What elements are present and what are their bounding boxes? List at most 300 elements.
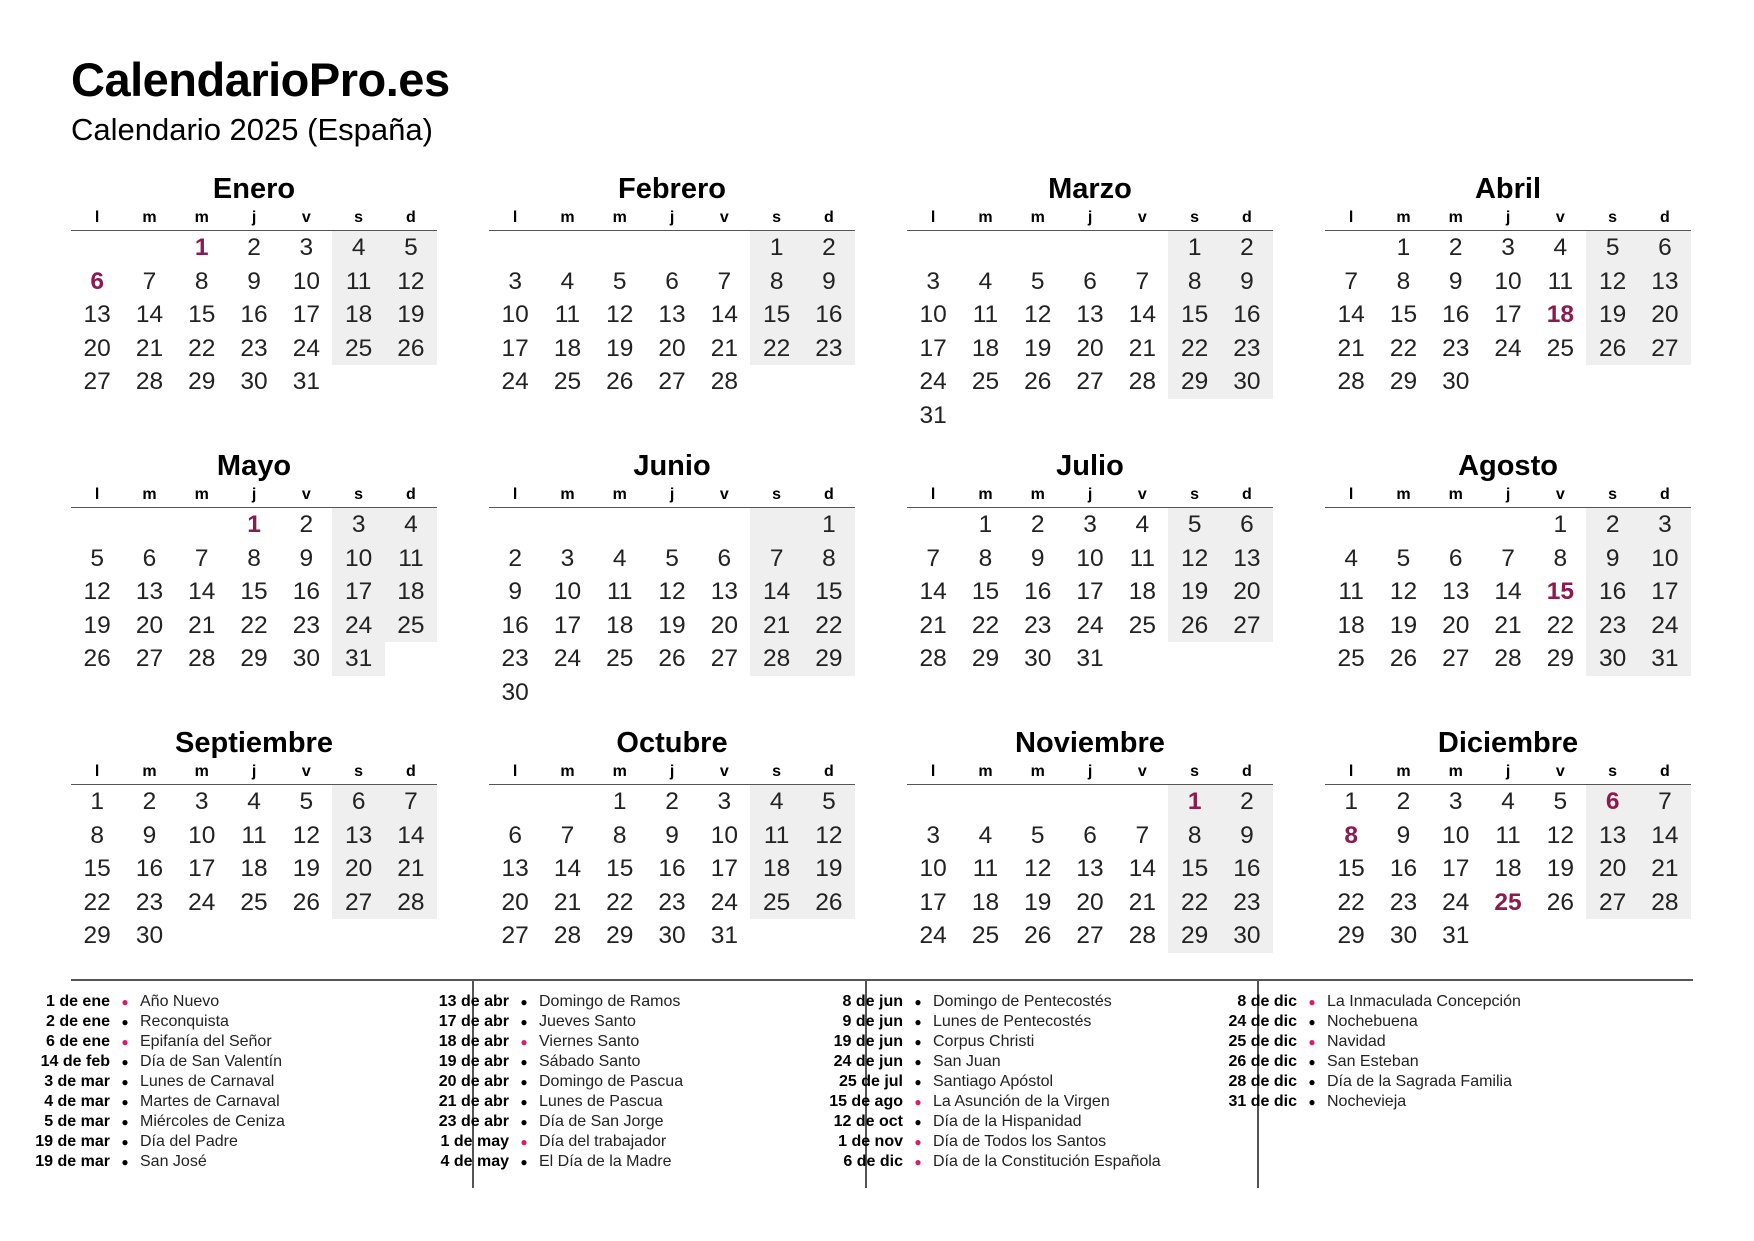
day-cell: 18 (971, 888, 1000, 916)
legend-label: San José (140, 1153, 207, 1170)
day-cell: 14 (1128, 301, 1156, 328)
day-cell: 29 (1546, 645, 1574, 672)
day-cell: 22 (1168, 332, 1220, 366)
legend-date: 1 de nov (838, 1133, 903, 1150)
day-cell: 20 (332, 852, 384, 886)
national-holiday-bullet-icon: ● (520, 1035, 528, 1049)
day-cell: 28 (710, 368, 738, 395)
day-cell: 19 (1586, 298, 1638, 332)
day-cell: 2 (1030, 511, 1045, 538)
legend-label: Sábado Santo (539, 1053, 641, 1070)
day-cell: 11 (607, 578, 633, 605)
legend-label: Domingo de Pascua (539, 1073, 684, 1090)
day-cell: 30 (1024, 645, 1052, 672)
day-cell: 19 (83, 611, 111, 639)
month-marzo (907, 172, 1273, 432)
legend-date: 8 de jun (842, 993, 903, 1010)
day-grid (1325, 785, 1691, 953)
day-cell: 20 (710, 611, 738, 639)
day-empty (123, 508, 175, 542)
day-cell: 9 (803, 265, 855, 299)
weekday-label: d (406, 486, 416, 503)
day-cell: 26 (1168, 609, 1220, 643)
day-cell: 10 (292, 267, 320, 295)
weekday-label: v (301, 209, 311, 226)
weekday-header (71, 760, 437, 785)
day-cell: 8 (750, 265, 802, 299)
day-cell: 15 (1168, 852, 1220, 886)
weekday-label: v (301, 763, 311, 780)
day-cell: 28 (1494, 645, 1522, 672)
day-cell: 15 (83, 855, 111, 882)
weekday-label: d (406, 763, 416, 780)
day-cell: 19 (606, 334, 634, 362)
day-cell: 16 (240, 301, 268, 328)
day-cell: 24 (188, 888, 216, 916)
weekday-label: j (1505, 763, 1511, 780)
day-cell: 24 (1442, 888, 1470, 916)
weekday-label: d (824, 209, 834, 226)
day-cell: 1 (1553, 511, 1568, 538)
legend-date: 26 de dic (1228, 1053, 1297, 1070)
legend-item (425, 1032, 683, 1052)
day-cell: 3 (508, 267, 522, 295)
day-cell: 13 (501, 855, 529, 882)
day-cell: 16 (135, 855, 164, 882)
day-cell: 22 (1337, 888, 1365, 916)
observance-bullet-icon: ● (121, 1095, 129, 1109)
day-cell: 3 (1501, 234, 1515, 261)
day-cell: 30 (658, 922, 686, 949)
day-cell: 9 (299, 544, 314, 572)
day-cell: 20 (135, 611, 164, 639)
day-cell: 17 (1442, 855, 1470, 882)
weekday-label: m (1030, 486, 1045, 503)
day-cell: 18 (1337, 611, 1365, 639)
day-cell: 14 (385, 819, 437, 853)
day-cell: 3 (926, 267, 940, 295)
day-cell: 2 (1586, 508, 1638, 542)
day-cell: 21 (135, 334, 164, 362)
day-cell: 3 (717, 788, 732, 815)
day-cell: 22 (971, 611, 1000, 639)
day-empty (541, 508, 593, 542)
legend-date: 18 de abr (438, 1033, 509, 1050)
day-cell: 26 (385, 332, 437, 366)
day-empty (541, 231, 593, 265)
day-cell: 27 (83, 368, 111, 395)
day-cell: 26 (1546, 888, 1574, 916)
legend-date: 17 de abr (438, 1013, 509, 1030)
month-agosto (1325, 449, 1691, 676)
observance-bullet-icon: ● (121, 1055, 129, 1069)
observance-bullet-icon: ● (121, 1135, 129, 1149)
day-cell: 12 (658, 578, 686, 605)
day-cell: 30 (1586, 642, 1638, 676)
day-cell: 21 (385, 852, 437, 886)
weekday-label: j (1087, 486, 1093, 503)
weekday-label: m (978, 763, 993, 780)
day-cell: 22 (803, 609, 855, 643)
day-cell: 10 (553, 578, 582, 605)
day-cell: 14 (1639, 819, 1691, 853)
day-cell: 12 (292, 821, 320, 849)
day-cell: 27 (710, 645, 738, 672)
legend-date: 20 de abr (438, 1073, 509, 1090)
weekday-header (1325, 206, 1691, 231)
weekday-label: s (1608, 763, 1618, 780)
month-name: Abril (1474, 173, 1542, 205)
day-cell: 26 (606, 368, 634, 395)
observance-bullet-icon: ● (520, 1115, 528, 1129)
day-cell: 24 (501, 368, 529, 395)
legend-item (26, 1112, 285, 1132)
day-cell: 25 (606, 645, 634, 672)
legend-label: Reconquista (140, 1013, 229, 1030)
observance-bullet-icon: ● (520, 995, 528, 1009)
legend-date: 9 de jun (842, 1013, 903, 1030)
legend-date: 6 de dic (843, 1153, 903, 1170)
holiday-day-cell: 6 (1586, 785, 1638, 819)
legend-item (425, 1072, 683, 1092)
weekday-label: s (1608, 209, 1618, 226)
day-cell: 29 (803, 642, 855, 676)
observance-bullet-icon: ● (914, 995, 922, 1009)
day-empty (1064, 785, 1116, 819)
legend-column (1213, 992, 1521, 1112)
day-cell: 24 (919, 922, 947, 949)
day-cell: 6 (1221, 508, 1273, 542)
day-cell: 16 (803, 298, 855, 332)
day-cell: 2 (142, 788, 157, 815)
day-cell: 19 (658, 611, 686, 639)
day-cell: 8 (1553, 544, 1568, 572)
day-empty (489, 785, 541, 819)
legend-label: Domingo de Pentecostés (933, 993, 1112, 1010)
day-cell: 14 (919, 578, 947, 605)
calendar-subtitle: Calendario 2025 (España) (71, 112, 433, 147)
weekday-label: m (142, 763, 157, 780)
day-cell: 2 (1221, 231, 1273, 265)
national-holiday-bullet-icon: ● (121, 1035, 129, 1049)
day-cell: 24 (332, 609, 384, 643)
day-cell: 10 (1639, 542, 1691, 576)
day-cell: 17 (332, 575, 384, 609)
legend-item (819, 1072, 1161, 1092)
day-cell: 8 (247, 544, 261, 572)
legend-item (26, 1132, 285, 1152)
day-cell: 10 (188, 821, 216, 849)
weekday-label: s (1608, 486, 1618, 503)
day-cell: 23 (1221, 332, 1273, 366)
weekday-label: s (1190, 763, 1200, 780)
weekday-label: d (1242, 763, 1252, 780)
day-cell: 13 (1076, 855, 1104, 882)
day-cell: 6 (1639, 231, 1691, 265)
legend-item (425, 1112, 683, 1132)
month-noviembre (907, 726, 1273, 953)
day-cell: 29 (1168, 919, 1220, 953)
legend-item (1213, 992, 1521, 1012)
day-empty (907, 231, 959, 265)
legend-item (1213, 1012, 1521, 1032)
legend-column (819, 992, 1161, 1172)
day-cell: 24 (1494, 334, 1522, 362)
day-cell: 18 (553, 334, 582, 362)
day-cell: 9 (1396, 821, 1411, 849)
day-cell: 24 (292, 334, 320, 362)
legend-date: 14 de feb (40, 1053, 110, 1070)
day-cell: 5 (1553, 788, 1568, 815)
day-cell: 10 (919, 301, 947, 328)
day-cell: 15 (1337, 855, 1365, 882)
day-cell: 16 (1221, 298, 1273, 332)
day-cell: 28 (188, 645, 216, 672)
day-empty (959, 785, 1011, 819)
day-cell: 21 (750, 609, 802, 643)
weekday-label: v (1137, 763, 1147, 780)
day-cell: 11 (972, 301, 999, 328)
weekday-header (1325, 483, 1691, 508)
weekday-label: l (94, 486, 100, 503)
observance-bullet-icon: ● (1308, 1015, 1316, 1029)
day-cell: 7 (1501, 544, 1515, 572)
holiday-day-cell: 6 (90, 267, 104, 295)
legend-item (26, 1092, 285, 1112)
day-cell: 19 (292, 855, 320, 882)
day-cell: 24 (919, 368, 947, 395)
legend-label: Miércoles de Ceniza (140, 1113, 285, 1130)
day-cell: 16 (501, 611, 529, 639)
day-cell: 19 (1024, 334, 1052, 362)
day-cell: 4 (750, 785, 802, 819)
legend-label: Lunes de Carnaval (140, 1073, 275, 1090)
weekday-label: l (1348, 486, 1354, 503)
day-cell: 12 (803, 819, 855, 853)
day-empty (71, 231, 123, 265)
national-holiday-bullet-icon: ● (121, 995, 129, 1009)
day-cell: 1 (612, 788, 627, 815)
legend-item (819, 1092, 1161, 1112)
day-cell: 14 (553, 855, 582, 882)
day-cell: 17 (710, 855, 738, 882)
observance-bullet-icon: ● (914, 1035, 922, 1049)
day-cell: 25 (1546, 334, 1574, 362)
day-cell: 19 (385, 298, 437, 332)
day-cell: 7 (1639, 785, 1691, 819)
weekday-label: d (406, 209, 416, 226)
day-cell: 20 (1076, 888, 1104, 916)
weekday-label: l (930, 486, 936, 503)
legend-label: Martes de Carnaval (140, 1093, 280, 1110)
day-cell: 19 (1546, 855, 1574, 882)
day-cell: 6 (142, 544, 157, 572)
day-cell: 3 (332, 508, 384, 542)
day-grid (489, 231, 855, 399)
observance-bullet-icon: ● (1308, 1075, 1316, 1089)
legend-label: Día de la Hispanidad (933, 1113, 1082, 1130)
day-cell: 18 (1494, 855, 1522, 882)
day-cell: 29 (606, 922, 634, 949)
day-cell: 5 (803, 785, 855, 819)
day-cell: 26 (803, 886, 855, 920)
weekday-label: s (1190, 209, 1200, 226)
day-cell: 28 (1337, 368, 1365, 395)
weekday-label: j (251, 763, 257, 780)
weekday-label: m (1030, 763, 1045, 780)
day-cell: 2 (299, 511, 314, 538)
day-cell: 21 (1337, 334, 1365, 362)
observance-bullet-icon: ● (520, 1015, 528, 1029)
weekday-label: j (1087, 209, 1093, 226)
month-febrero (489, 172, 855, 399)
month-name: Mayo (216, 450, 292, 482)
day-cell: 16 (1221, 852, 1273, 886)
month-name: Enero (212, 173, 296, 205)
legend-date: 31 de dic (1228, 1093, 1297, 1110)
month-name: Octubre (616, 727, 728, 759)
day-cell: 13 (83, 301, 111, 328)
legend-date: 1 de may (440, 1133, 509, 1150)
day-cell: 21 (919, 611, 947, 639)
day-cell: 9 (665, 821, 679, 849)
legend-date: 19 de abr (438, 1053, 509, 1070)
legend-date: 8 de dic (1237, 993, 1297, 1010)
legend-label: Día de San Valentín (140, 1053, 283, 1070)
day-cell: 6 (1083, 267, 1097, 295)
day-cell: 5 (665, 544, 679, 572)
day-cell: 14 (1337, 301, 1365, 328)
day-empty (698, 231, 750, 265)
day-empty (541, 785, 593, 819)
holiday-day-cell: 15 (1546, 578, 1574, 605)
legend-date: 19 de mar (35, 1153, 110, 1170)
day-cell: 13 (1639, 265, 1691, 299)
day-cell: 14 (135, 301, 164, 328)
day-cell: 2 (1448, 234, 1463, 261)
day-empty (1012, 231, 1064, 265)
day-cell: 6 (332, 785, 384, 819)
weekday-label: j (251, 486, 257, 503)
day-cell: 28 (1128, 368, 1156, 395)
day-cell: 24 (1076, 611, 1104, 639)
day-empty (489, 508, 541, 542)
day-cell: 21 (710, 334, 738, 362)
day-grid (71, 508, 437, 676)
holiday-day-cell: 1 (247, 511, 261, 538)
day-cell: 3 (1083, 511, 1097, 538)
month-name: Julio (1056, 450, 1124, 482)
day-cell: 20 (1221, 575, 1273, 609)
day-empty (1325, 231, 1377, 265)
weekday-label: m (612, 763, 627, 780)
day-cell: 11 (750, 819, 802, 853)
weekday-header (489, 483, 855, 508)
day-cell: 30 (240, 368, 268, 395)
day-cell: 26 (1024, 922, 1052, 949)
weekday-label: m (1396, 763, 1411, 780)
day-cell: 15 (188, 301, 216, 328)
month-enero (71, 172, 437, 399)
day-cell: 11 (385, 542, 437, 576)
day-cell: 17 (1494, 301, 1522, 328)
legend-label: Día del trabajador (539, 1133, 667, 1150)
day-cell: 1 (803, 508, 855, 542)
day-cell: 5 (1030, 821, 1045, 849)
weekday-label: v (301, 486, 311, 503)
legend-label: Nochevieja (1327, 1093, 1407, 1110)
weekday-label: m (612, 486, 627, 503)
observance-bullet-icon: ● (914, 1015, 922, 1029)
legend-label: Año Nuevo (140, 993, 220, 1010)
day-cell: 13 (658, 301, 686, 328)
weekday-label: v (1555, 763, 1565, 780)
day-cell: 17 (188, 855, 216, 882)
day-cell: 2 (803, 231, 855, 265)
day-cell: 22 (1389, 334, 1418, 362)
day-cell: 23 (240, 334, 268, 362)
day-cell: 7 (1135, 821, 1150, 849)
day-cell: 9 (1586, 542, 1638, 576)
month-name: Septiembre (175, 727, 333, 759)
day-cell: 10 (1494, 267, 1522, 295)
day-cell: 3 (194, 788, 209, 815)
weekday-label: d (824, 486, 834, 503)
day-cell: 14 (710, 301, 738, 328)
day-cell: 27 (658, 368, 686, 395)
weekday-label: l (94, 209, 100, 226)
day-empty (1064, 231, 1116, 265)
day-cell: 8 (194, 267, 209, 295)
day-cell: 8 (803, 542, 855, 576)
day-cell: 10 (332, 542, 384, 576)
day-cell: 23 (1586, 609, 1638, 643)
day-cell: 28 (385, 886, 437, 920)
day-empty (646, 231, 698, 265)
weekday-label: m (194, 209, 209, 226)
day-cell: 6 (717, 544, 732, 572)
day-cell: 21 (1494, 611, 1522, 639)
legend-item (425, 1052, 683, 1072)
weekday-label: s (1190, 486, 1200, 503)
day-cell: 27 (332, 886, 384, 920)
day-cell: 30 (1221, 365, 1273, 399)
weekday-label: s (354, 486, 364, 503)
day-cell: 1 (1168, 231, 1220, 265)
day-cell: 7 (385, 785, 437, 819)
legend-item (819, 1152, 1161, 1172)
legend-label: La Inmaculada Concepción (1327, 993, 1521, 1010)
weekday-label: s (354, 209, 364, 226)
day-cell: 13 (1076, 301, 1104, 328)
day-cell: 9 (142, 821, 157, 849)
holiday-day-cell: 1 (1168, 785, 1220, 819)
day-cell: 2 (247, 234, 261, 261)
legend-label: Domingo de Ramos (539, 993, 681, 1010)
day-cell: 4 (612, 544, 627, 572)
day-cell: 4 (1553, 234, 1568, 261)
day-cell: 18 (606, 611, 634, 639)
day-cell: 4 (385, 508, 437, 542)
day-cell: 1 (750, 231, 802, 265)
day-cell: 13 (1221, 542, 1273, 576)
weekday-label: d (1660, 763, 1670, 780)
day-cell: 3 (1639, 508, 1691, 542)
day-cell: 10 (1076, 544, 1104, 572)
legend-item (26, 1052, 285, 1072)
legend-column (425, 992, 683, 1172)
day-cell: 18 (1128, 578, 1156, 605)
